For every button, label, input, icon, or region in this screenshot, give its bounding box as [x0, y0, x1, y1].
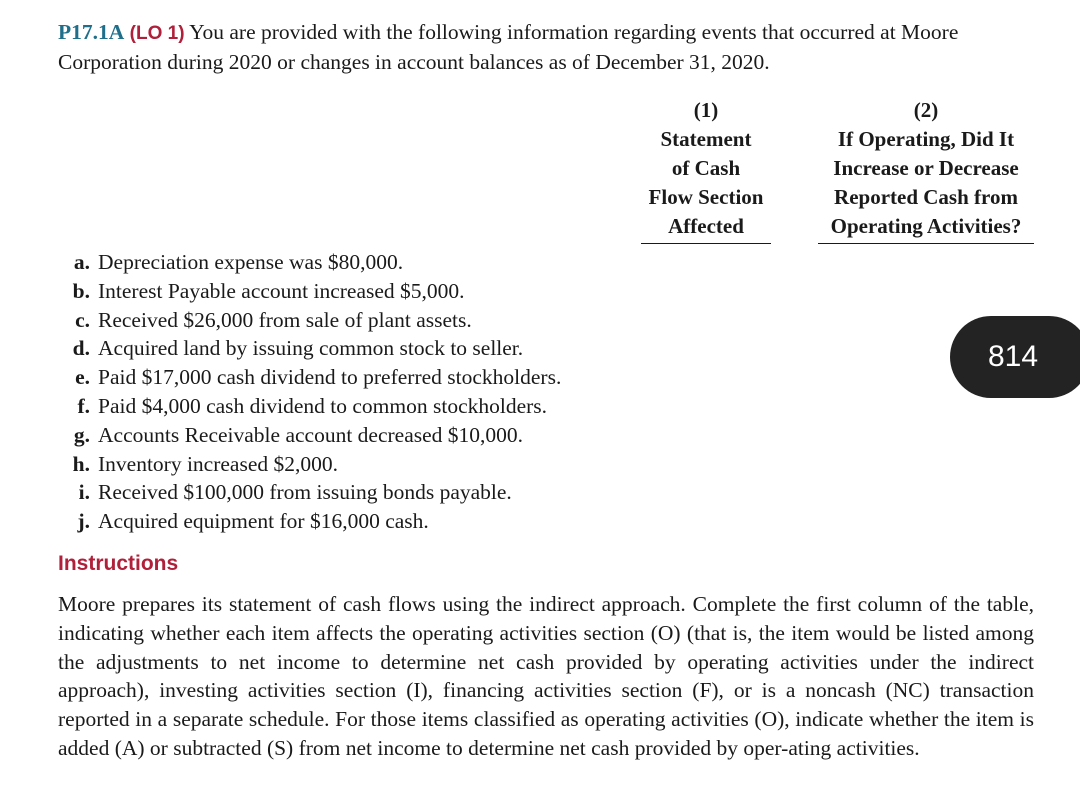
item-letter: i. — [78, 480, 90, 505]
item-letter: j. — [77, 509, 90, 534]
learning-objective-tag: (LO 1) — [129, 23, 185, 44]
column-header-line: of Cash — [671, 156, 741, 180]
column-header-line: Flow Section — [648, 185, 764, 209]
item-letter: g. — [73, 422, 90, 447]
item-text: Inventory increased $2,000. — [98, 451, 339, 476]
column-header-line: Increase or Decrease — [833, 156, 1019, 180]
item-letter: b. — [72, 278, 90, 303]
item-text: Received $100,000 from issuing bonds payable. — [98, 480, 512, 505]
list-item — [60, 478, 561, 507]
item-letter: e. — [75, 365, 90, 390]
column-header-line: Statement — [660, 127, 752, 151]
list-item — [60, 334, 561, 363]
item-text: Paid $17,000 cash dividend to preferred stockholders. — [98, 365, 562, 390]
item-text: Interest Payable account increased $5,000. — [98, 278, 465, 303]
item-letter: a. — [73, 250, 90, 274]
column-header-line: Operating Activities? — [830, 214, 1022, 238]
problem-id: P17.1A — [58, 20, 125, 44]
list-item — [60, 392, 561, 421]
page-number-badge[interactable]: 814 — [950, 316, 1080, 398]
item-text: Depreciation expense was $80,000. — [98, 250, 404, 274]
column-header-line: (1) — [693, 98, 719, 122]
column-header-line: Reported Cash from — [834, 185, 1018, 209]
item-letter: h. — [72, 451, 90, 476]
instructions-heading: Instructions — [58, 552, 179, 575]
column-header-line: Affected — [668, 214, 744, 238]
list-item — [60, 450, 561, 479]
problem-intro — [58, 18, 1038, 77]
list-item — [60, 507, 561, 536]
column-header-line: (2) — [913, 98, 939, 122]
item-text: Paid $4,000 cash dividend to common stockholders. — [98, 393, 548, 418]
item-text: Acquired equipment for $16,000 cash. — [98, 509, 429, 534]
column-header-section-affected — [641, 96, 771, 244]
item-text: Accounts Receivable account decreased $10,000. — [98, 422, 524, 447]
problem-intro-text: You are provided with the following information regarding events that occurred at Moore Corporation during 2020 or changes in account balances as of December 31, 2020. — [58, 20, 959, 74]
list-item — [60, 421, 561, 450]
column-header-line: If Operating, Did It — [837, 127, 1015, 151]
item-text: Acquired land by issuing common stock to seller. — [98, 336, 524, 361]
list-item — [60, 306, 561, 335]
item-letter: f. — [77, 393, 90, 418]
list-item — [60, 363, 561, 392]
item-text: Received $26,000 from sale of plant assets. — [98, 307, 472, 332]
item-letter: d. — [72, 336, 90, 361]
transaction-list — [60, 248, 561, 536]
list-item — [60, 277, 561, 306]
instructions-text: Moore prepares its statement of cash flows using the indirect approach. Complete the first column of the table, indicating whether each item affects the operating activities section (O) (that is, the item would be listed among the adjustments to net income to determine net cash provided by operating activities under the indirect approach), investing activities section (I), financing activities section (F), or is a noncash (NC) transaction reported in a separate schedule. For those items classified as operating activities (O), indicate whether the item is added (A) or subtracted (S) from net income to determine net cash provided by oper-ating activities. — [58, 592, 1034, 760]
column-header-operating-effect — [818, 96, 1034, 244]
item-letter: c. — [75, 307, 90, 332]
list-item — [60, 248, 561, 277]
